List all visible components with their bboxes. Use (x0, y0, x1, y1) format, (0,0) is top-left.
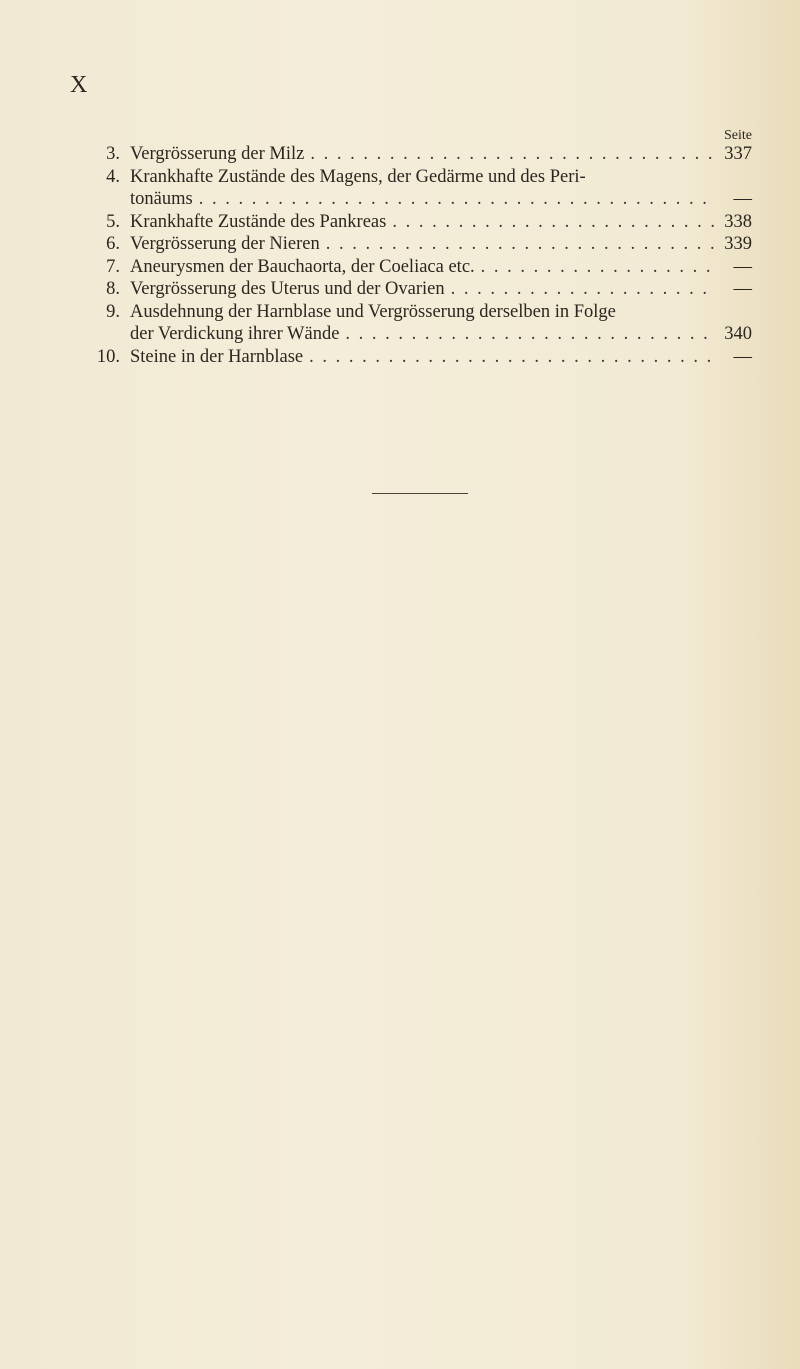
toc-entry-continuation (130, 323, 752, 346)
toc-entry-continuation (130, 188, 752, 211)
entry-title: Krankhafte Zustände des Magens, der Gedärme und des Peri- (130, 166, 586, 187)
toc-entry (106, 233, 752, 256)
entry-number: 8. (106, 279, 120, 299)
entry-page: 338 (724, 211, 752, 232)
entry-page: 339 (724, 234, 752, 254)
dot-leader (451, 278, 714, 301)
entry-title: Vergrösserung des Uterus und der Ovarien (130, 279, 445, 299)
toc-entry (106, 143, 752, 166)
entry-title: Krankhafte Zustände des Pankreas (130, 211, 387, 232)
toc-entry (106, 301, 752, 324)
toc-entry (106, 211, 752, 234)
entry-number: 7. (106, 256, 120, 277)
page-number: X (70, 72, 89, 98)
entry-number: 4. (106, 166, 120, 187)
entry-number: 5. (106, 211, 120, 232)
entry-title: Steine in der Harnblase (130, 346, 304, 367)
dot-leader (345, 323, 714, 346)
entry-title-continued: tonäums (130, 189, 193, 209)
dot-leader (199, 188, 714, 211)
entry-number: 3. (106, 144, 120, 164)
entry-number: 6. (106, 234, 120, 254)
toc-entry (106, 166, 752, 189)
dot-leader (481, 256, 714, 279)
table-of-contents (96, 143, 752, 368)
section-divider-rule (372, 493, 468, 494)
entry-title: Ausdehnung der Harnblase und Vergrösserung derselben in Folge (130, 301, 616, 322)
entry-page: — (733, 279, 752, 299)
entry-page: 340 (724, 324, 752, 344)
entry-page: — (733, 189, 752, 209)
toc-entry (106, 278, 752, 301)
entry-number: 10. (96, 346, 120, 367)
dot-leader (310, 143, 714, 166)
column-header-seite: Seite (724, 128, 752, 143)
toc-entry (96, 346, 752, 369)
dot-leader (392, 211, 714, 234)
entry-title: Aneurysmen der Bauchaorta, der Coeliaca etc. (130, 256, 475, 277)
entry-title: Vergrösserung der Nieren (130, 234, 320, 254)
dot-leader (326, 233, 714, 256)
dot-leader (309, 346, 714, 369)
entry-number: 9. (106, 301, 120, 322)
toc-entry (106, 256, 752, 279)
entry-title: Vergrösserung der Milz (130, 144, 305, 164)
entry-page: 337 (724, 144, 752, 164)
entry-page: — (733, 256, 752, 277)
entry-title-continued: der Verdickung ihrer Wände (130, 324, 340, 344)
entry-page: — (733, 346, 752, 367)
